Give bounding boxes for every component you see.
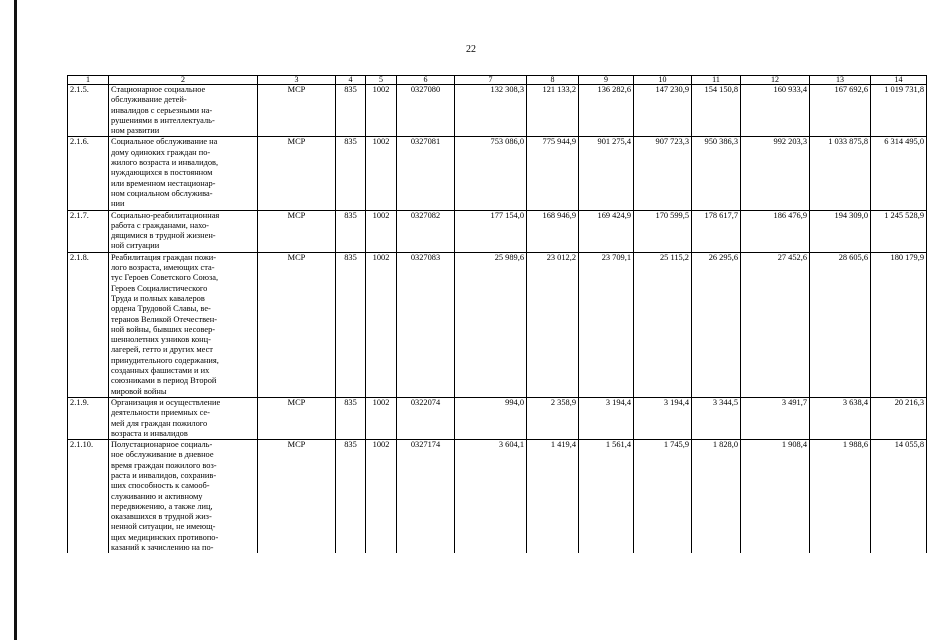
row-owner: МСР [258,85,336,137]
row-value: 907 723,3 [634,137,692,210]
row-name-line: ной ситуации [111,241,160,251]
row-value: 147 230,9 [634,85,692,137]
header-cell: 3 [258,76,336,85]
row-owner: МСР [258,137,336,210]
row-value: 154 150,8 [692,85,741,137]
row-value: 775 944,9 [527,137,579,210]
row-value: 1 561,4 [579,440,634,554]
row-name-line: жилого возраста и инвалидов, [111,158,219,168]
row-name-line: принудительного содержания, [111,355,219,365]
row-value: 1 033 875,8 [810,137,871,210]
row-name-line: Реабилитация граждан пожи- [111,252,217,262]
header-cell: 9 [579,76,634,85]
row-value: 14 055,8 [871,440,927,554]
row-value: 3 194,4 [579,397,634,439]
row-c5: 1002 [366,137,397,210]
row-value: 1 245 528,9 [871,210,927,252]
header-cell: 13 [810,76,871,85]
row-name-line: или временном нестационар- [111,178,216,188]
row-c5: 1002 [366,397,397,439]
row-name-line: возраста и инвалидов [111,428,188,438]
row-value: 177 154,0 [455,210,527,252]
row-name-line: деятельности приемных се- [111,408,210,418]
table-row [68,397,927,439]
header-cell: 7 [455,76,527,85]
row-name-line: Героев Социалистического [111,283,208,293]
row-name-line: лого возраста, имеющих ста- [111,263,215,273]
row-name-line: ном развитии [111,126,160,136]
row-value: 25 115,2 [634,252,692,397]
header-cell: 5 [366,76,397,85]
table-row [68,210,927,252]
header-cell: 12 [741,76,810,85]
row-c6: 0327083 [397,252,455,397]
header-cell: 10 [634,76,692,85]
row-name-line: ной войны, бывших несовер- [111,324,216,334]
row-value: 26 295,6 [692,252,741,397]
row-value: 160 933,4 [741,85,810,137]
row-c6: 0327174 [397,440,455,554]
row-c5: 1002 [366,252,397,397]
row-value: 2 358,9 [527,397,579,439]
row-name-line: Стационарное социальное [111,85,206,94]
row-name-line: обслуживание детей- [111,95,187,105]
row-value: 1 019 731,8 [871,85,927,137]
row-c5: 1002 [366,85,397,137]
row-owner: МСР [258,210,336,252]
row-value: 132 308,3 [455,85,527,137]
row-name-line: ное обслуживание в дневное [111,450,214,460]
header-cell: 6 [397,76,455,85]
row-name-line: дящимися в трудной жизнен- [111,231,216,241]
row-name-line: Труда и полных кавалеров [111,293,205,303]
row-name-line: созданных фашистами и их [111,366,210,376]
row-code: 2.1.5. [68,85,109,137]
row-name-line: Полустационарное социаль- [111,440,213,450]
header-cell: 4 [336,76,366,85]
table-row [68,85,927,137]
row-c6: 0327081 [397,137,455,210]
row-value: 950 386,3 [692,137,741,210]
row-name-line: ордена Трудовой Славы, ве- [111,304,211,314]
row-name-line: тус Героев Советского Союза, [111,273,219,283]
row-code: 2.1.8. [68,252,109,397]
row-value: 178 617,7 [692,210,741,252]
row-name-line: Социально-реабилитационная [111,210,220,220]
row-value: 753 086,0 [455,137,527,210]
row-c5: 1002 [366,440,397,554]
row-value: 3 491,7 [741,397,810,439]
row-code: 2.1.9. [68,397,109,439]
row-c6: 0327080 [397,85,455,137]
row-value: 3 344,5 [692,397,741,439]
row-name [109,440,258,554]
budget-table [67,75,927,553]
row-value: 170 599,5 [634,210,692,252]
row-c4: 835 [336,137,366,210]
header-cell: 1 [68,76,109,85]
row-owner: МСР [258,440,336,554]
row-value: 25 989,6 [455,252,527,397]
row-value: 121 133,2 [527,85,579,137]
header-cell: 2 [109,76,258,85]
header-cell: 11 [692,76,741,85]
binding-bar [14,0,17,640]
row-value: 23 709,1 [579,252,634,397]
row-name-line: оказавшихся в трудной жиз- [111,512,212,522]
row-c4: 835 [336,252,366,397]
row-name [109,137,258,210]
row-value: 3 638,4 [810,397,871,439]
table-row [68,137,927,210]
row-value: 3 194,4 [634,397,692,439]
row-value: 994,0 [455,397,527,439]
row-name-line: инвалидов с серьезными на- [111,105,213,115]
row-value: 136 282,6 [579,85,634,137]
row-name-line: раста и инвалидов, сохранив- [111,470,217,480]
row-value: 180 179,9 [871,252,927,397]
row-name [109,397,258,439]
row-code: 2.1.7. [68,210,109,252]
row-name [109,252,258,397]
row-name-line: нуждающихся в постоянном [111,168,213,178]
row-c5: 1002 [366,210,397,252]
row-value: 27 452,6 [741,252,810,397]
row-owner: МСР [258,252,336,397]
row-c4: 835 [336,85,366,137]
header-row [68,76,927,85]
row-code: 2.1.6. [68,137,109,210]
row-value: 23 012,2 [527,252,579,397]
row-name-line: дому одиноких граждан по- [111,147,211,157]
row-name-line: служиванию и активному [111,491,203,501]
row-value: 1 745,9 [634,440,692,554]
row-name-line: шеннолетних узников конц- [111,335,211,345]
row-owner: МСР [258,397,336,439]
row-c6: 0327082 [397,210,455,252]
row-name-line: Социальное обслуживание на [111,137,218,147]
row-value: 1 828,0 [692,440,741,554]
row-value: 992 203,3 [741,137,810,210]
row-value: 186 476,9 [741,210,810,252]
row-name-line: мировой войны [111,386,167,396]
table-body [68,76,927,554]
row-name-line: мей для граждан пожилого [111,418,208,428]
row-name-line: щих медицинских противопо- [111,532,219,542]
row-name [109,210,258,252]
row-value: 169 424,9 [579,210,634,252]
row-c6: 0322074 [397,397,455,439]
row-name-line: передвижению, а также лиц, [111,501,213,511]
header-cell: 8 [527,76,579,85]
row-value: 1 908,4 [741,440,810,554]
row-c4: 835 [336,397,366,439]
row-name-line: Организация и осуществление [111,397,221,407]
row-value: 901 275,4 [579,137,634,210]
header-cell: 14 [871,76,927,85]
row-value: 1 419,4 [527,440,579,554]
row-name-line: работа с гражданами, нахо- [111,220,209,230]
page-number: 22 [466,44,476,55]
row-code: 2.1.10. [68,440,109,554]
row-name-line: казаний к зачислению на по- [111,543,214,553]
row-value: 20 216,3 [871,397,927,439]
table-row [68,440,927,554]
row-name-line: рушениями в интеллектуаль- [111,115,215,125]
row-name-line: теранов Великой Отечествен- [111,314,217,324]
row-name-line: союзниками в период Второй [111,376,217,386]
row-name-line: лагерей, гетто и других мест [111,345,213,355]
row-name-line: ненной ситуации, не имеющ- [111,522,216,532]
row-value: 28 605,6 [810,252,871,397]
row-name [109,85,258,137]
row-value: 167 692,6 [810,85,871,137]
row-name-line: ших способность к самооб- [111,481,210,491]
row-name-line: время граждан пожилого воз- [111,460,217,470]
row-value: 168 946,9 [527,210,579,252]
table-row [68,252,927,397]
row-name-line: ном социальном обслужива- [111,188,213,198]
row-c4: 835 [336,440,366,554]
row-value: 1 988,6 [810,440,871,554]
row-value: 194 309,0 [810,210,871,252]
row-c4: 835 [336,210,366,252]
row-name-line: нии [111,199,125,209]
row-value: 6 314 495,0 [871,137,927,210]
row-value: 3 604,1 [455,440,527,554]
